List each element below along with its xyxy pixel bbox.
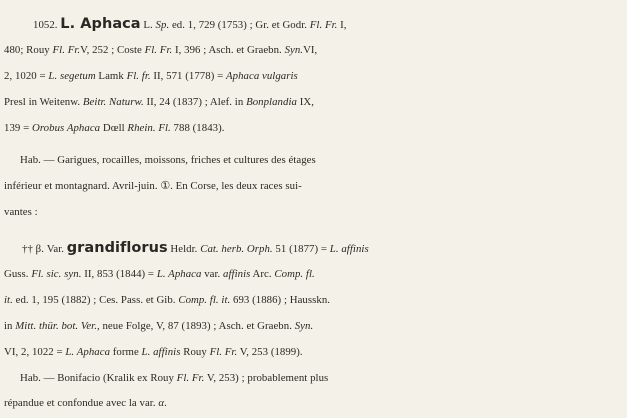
entry-line-2: 480; Rouy Fl. Fr.V, 252 ; Coste Fl. Fr. I, 396 ; Asch. et Graebn. Syn.VI, <box>4 44 318 56</box>
habitat-line-2: inférieur et montagnard. Avril-juin. ①. En Corse, les deux races sui- <box>4 180 302 192</box>
species-name: L. Aphaca <box>60 16 141 32</box>
variety-habitat-line-1: Hab. — Bonifacio (Kralik ex Rouy Fl. Fr. V, 253) ; probablement plus <box>20 372 329 384</box>
entry-line-1: 1052. L. Aphaca L. Sp. ed. 1, 729 (1753) ; Gr. et Godr. Fl. Fr. I, <box>33 16 347 32</box>
entry-number: 1052. <box>33 19 58 31</box>
habitat-line-3: vantes : <box>4 206 38 218</box>
variety-name: grandiflorus <box>66 240 168 256</box>
entry-line-3: 2, 1020 = L. segetum Lamk Fl. fr. II, 571 (1778) = Aphaca vulgaris <box>4 70 298 82</box>
habitat-line-1: Hab. — Garigues, rocailles, moissons, friches et cultures des étages <box>20 154 316 166</box>
entry-line-4: Presl in Weitenw. Beitr. Naturw. II, 24 (1837) ; Alef. in Bonplandia IX, <box>4 96 314 108</box>
entry-line-5: 139 = Orobus Aphaca Dœll Rhein. Fl. 788 (1843). <box>4 122 225 134</box>
variety-line-5: VI, 2, 1022 = L. Aphaca forme L. affinis Rouy Fl. Fr. V, 253 (1899). <box>4 346 303 358</box>
variety-line-3: it. ed. 1, 195 (1882) ; Ces. Pass. et Gib. Comp. fl. it. 693 (1886) ; Hausskn. <box>4 294 331 306</box>
variety-symbol: †† β. <box>22 243 44 255</box>
variety-line-2: Guss. Fl. sic. syn. II, 853 (1844) = L. Aphaca var. affinis Arc. Comp. fl. <box>4 268 315 280</box>
variety-line-1: †† β. Var. grandiflorus Heldr. Cat. herb. Orph. 51 (1877) = L. affinis <box>22 240 369 256</box>
variety-line-4: in Mitt. thür. bot. Ver., neue Folge, V, 87 (1893) ; Asch. et Graebn. Syn. <box>4 320 314 332</box>
variety-habitat-line-2: répandue et confondue avec la var. α. <box>4 397 167 409</box>
